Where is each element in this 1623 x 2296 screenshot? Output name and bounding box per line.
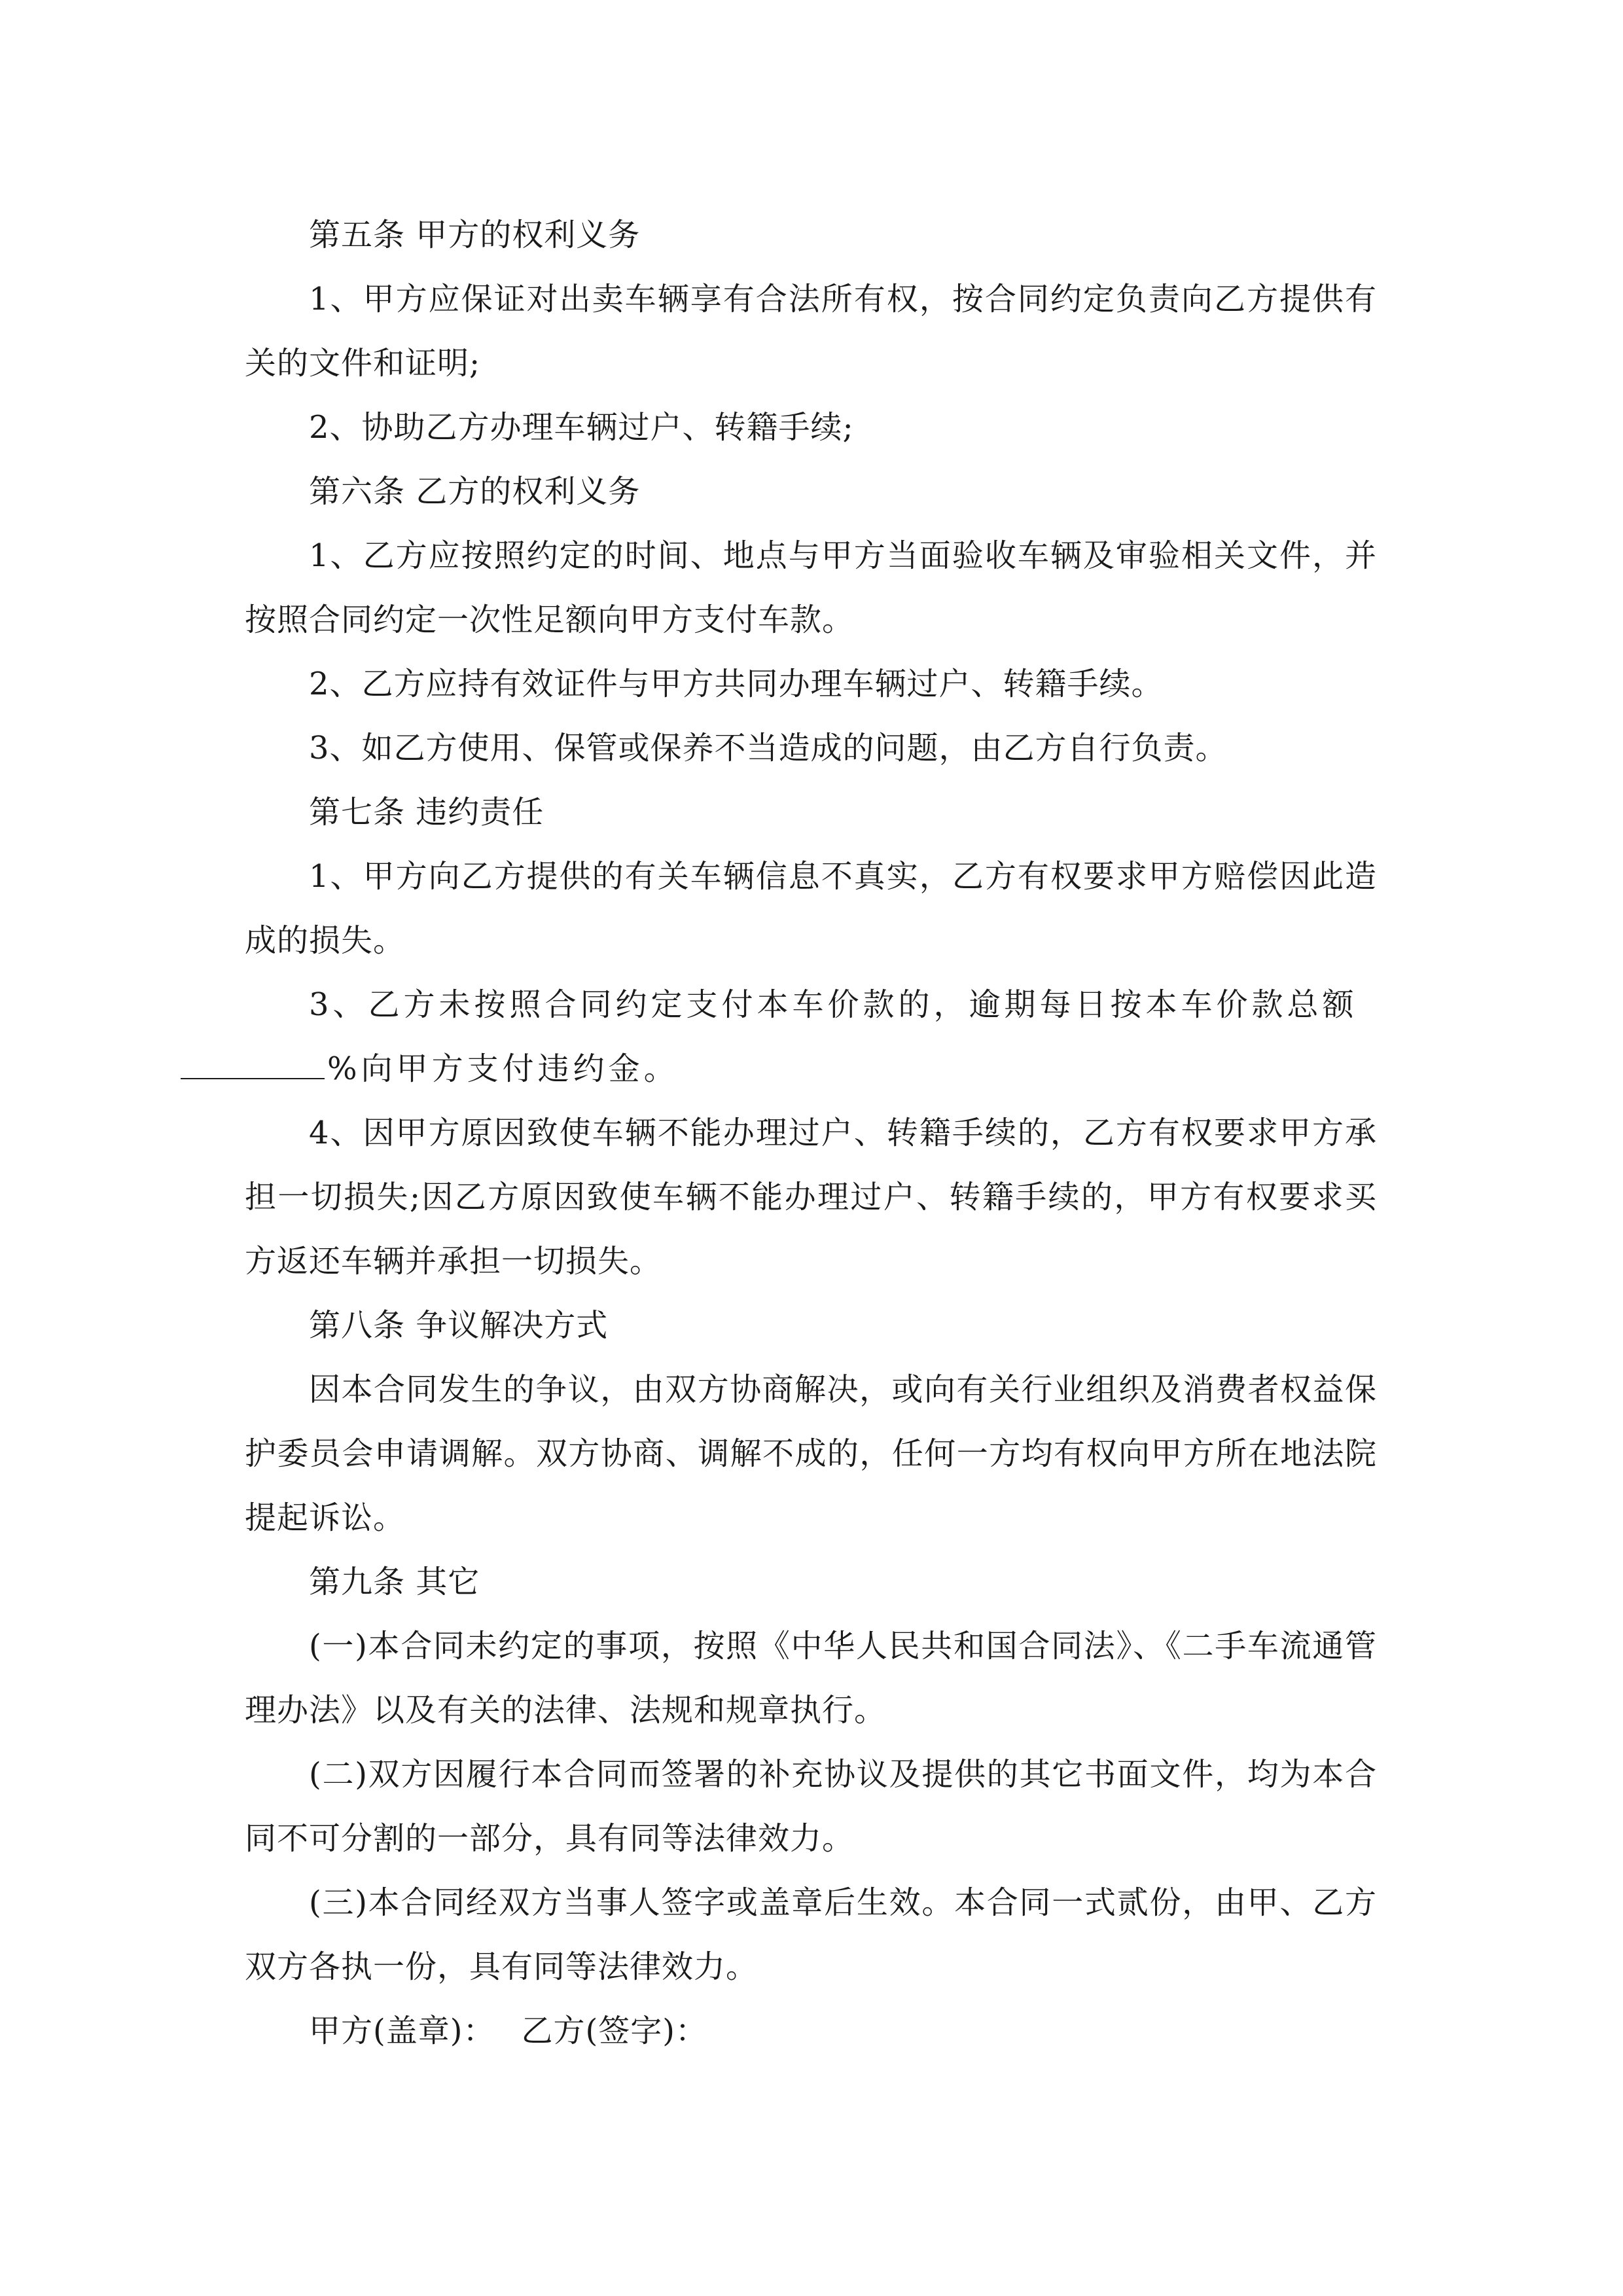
article5-item2: 2、协助乙方办理车辆过户、转籍手续; bbox=[309, 409, 854, 446]
article9-item2: (二)双方因履行本合同而签署的补充协议及提供的其它书面文件，均为本合同不可分割的一部分，具有同等法律效力。 bbox=[245, 1756, 1377, 1857]
article9-item3: (三)本合同经双方当事人签字或盖章后生效。本合同一式贰份，由甲、乙方双方各执一份，具有同等法律效力。 bbox=[245, 1884, 1377, 1985]
penalty-rate-blank bbox=[181, 1049, 325, 1079]
article8-title: 第八条 争议解决方式 bbox=[309, 1307, 609, 1344]
article6-title: 第六条 乙方的权利义务 bbox=[309, 473, 641, 510]
article7-item4: 4、因甲方原因致使车辆不能办理过户、转籍手续的，乙方有权要求甲方承担一切损失;因乙方原因致使车辆不能办理过户、转籍手续的，甲方有权要求买方返还车辆并承担一切损失。 bbox=[245, 1115, 1377, 1280]
article8-body: 因本合同发生的争议，由双方协商解决，或向有关行业组织及消费者权益保护委员会申请调解。双方协商、调解不成的，任何一方均有权向甲方所在地法院提起诉讼。 bbox=[245, 1371, 1377, 1536]
party-a-seal-label: 甲方(盖章)： bbox=[309, 2013, 495, 2049]
signature-row bbox=[245, 1999, 1377, 2063]
party-b-sign-label: 乙方(签字)： bbox=[521, 2013, 707, 2049]
article6-item3: 3、如乙方使用、保管或保养不当造成的问题，由乙方自行负责。 bbox=[309, 730, 1228, 766]
article7-item1: 1、甲方向乙方提供的有关车辆信息不真实，乙方有权要求甲方赔偿因此造成的损失。 bbox=[245, 858, 1377, 959]
article7-item3-prefix: 3、乙方未按照合同约定支付本车价款的，逾期每日按本车价款总额 bbox=[309, 986, 1358, 1023]
article7-item3 bbox=[245, 973, 1377, 1101]
article7-item3-suffix: %向甲方支付违约金。 bbox=[327, 1050, 679, 1087]
contract-body bbox=[245, 203, 1377, 2063]
article6-item2: 2、乙方应持有效证件与甲方共同办理车辆过户、转籍手续。 bbox=[309, 666, 1164, 702]
article5-item1: 1、甲方应保证对出卖车辆享有合法所有权，按合同约定负责向乙方提供有关的文件和证明; bbox=[245, 281, 1377, 382]
article5-title: 第五条 甲方的权利义务 bbox=[309, 217, 641, 253]
article9-item1: (一)本合同未约定的事项，按照《中华人民共和国合同法》、《二手车流通管理办法》以及有关的法律、法规和规章执行。 bbox=[245, 1628, 1377, 1729]
article6-item1: 1、乙方应按照约定的时间、地点与甲方当面验收车辆及审验相关文件，并按照合同约定一次性足额向甲方支付车款。 bbox=[245, 537, 1377, 638]
article7-title: 第七条 违约责任 bbox=[309, 794, 544, 831]
article9-title: 第九条 其它 bbox=[309, 1564, 480, 1600]
